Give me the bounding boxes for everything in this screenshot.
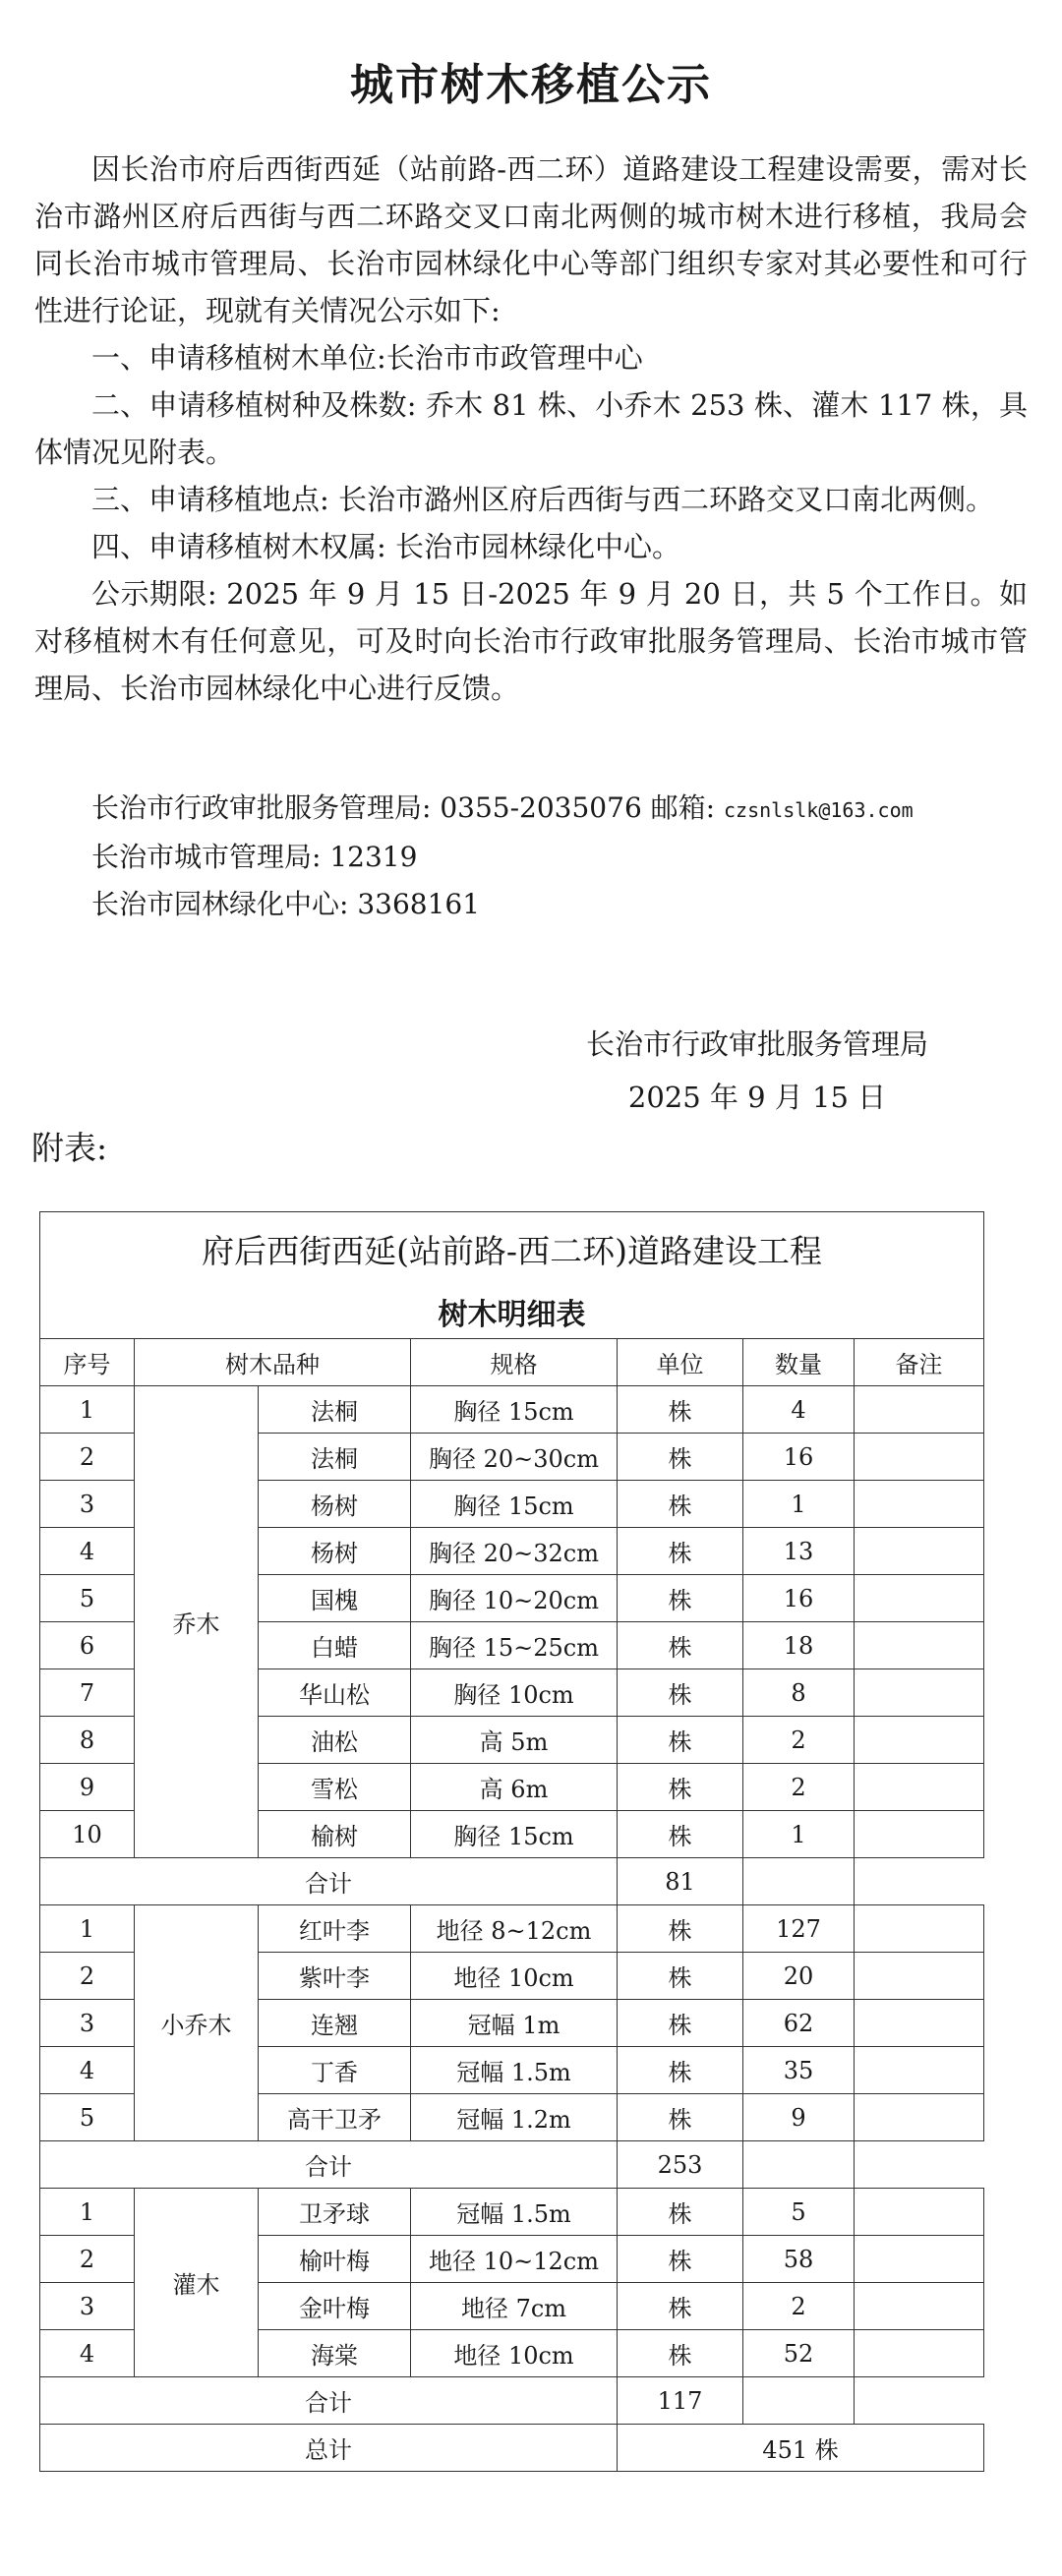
species-cell: 雪松 (259, 1764, 411, 1811)
species-cell: 榆树 (259, 1811, 411, 1858)
quantity-cell: 52 (743, 2330, 855, 2377)
header-index: 序号 (40, 1339, 135, 1386)
unit-cell: 株 (618, 2000, 743, 2047)
remark-cell (855, 1764, 984, 1811)
species-cell: 卫矛球 (259, 2189, 411, 2236)
quantity-cell: 9 (743, 2094, 855, 2141)
contact-landscaping-center: 长治市园林绿化中心: 3368161 (91, 888, 481, 920)
quantity-cell: 35 (743, 2047, 855, 2094)
remark-cell (855, 1528, 984, 1575)
remark-cell (855, 1386, 984, 1434)
remark-cell (855, 2189, 984, 2236)
species-cell: 紫叶李 (259, 1953, 411, 2000)
species-cell: 榆叶梅 (259, 2236, 411, 2283)
signature-org: 长治市行政审批服务管理局 (585, 1027, 928, 1061)
header-remark: 备注 (855, 1339, 984, 1386)
spec-cell: 地径 10~12cm (411, 2236, 618, 2283)
species-cell: 杨树 (259, 1481, 411, 1528)
index-cell: 9 (40, 1764, 135, 1811)
subtotal-value: 81 (618, 1858, 743, 1905)
unit-cell: 株 (618, 1811, 743, 1858)
contact-block (91, 785, 1035, 928)
spec-cell: 冠幅 1.5m (411, 2189, 618, 2236)
subtotal-label: 合计 (40, 2141, 618, 2189)
remark-cell (855, 1622, 984, 1669)
remark-cell (855, 1953, 984, 2000)
spec-cell: 冠幅 1.5m (411, 2047, 618, 2094)
subtotal-row (40, 2377, 984, 2425)
remark-cell (743, 2141, 855, 2189)
annex-label: 附表: (31, 1129, 108, 1167)
category-cell: 小乔木 (135, 1905, 259, 2141)
remark-cell (855, 2236, 984, 2283)
unit-cell: 株 (618, 2236, 743, 2283)
contact-approval-text: 长治市行政审批服务管理局: 0355-2035076 邮箱: (91, 791, 724, 824)
header-unit: 单位 (618, 1339, 743, 1386)
index-cell: 3 (40, 2000, 135, 2047)
unit-cell: 株 (618, 1434, 743, 1481)
subtotal-label: 合计 (40, 2377, 618, 2425)
signature-block (551, 1018, 964, 1124)
species-cell: 白蜡 (259, 1622, 411, 1669)
total-label: 总计 (40, 2425, 618, 2472)
index-cell: 1 (40, 1905, 135, 1953)
quantity-cell: 2 (743, 1764, 855, 1811)
spec-cell: 胸径 15cm (411, 1811, 618, 1858)
species-cell: 华山松 (259, 1669, 411, 1717)
contact-approval-bureau (91, 785, 1035, 834)
category-cell: 乔木 (135, 1386, 259, 1858)
remark-cell (855, 1811, 984, 1858)
remark-cell (855, 2047, 984, 2094)
contact-city-management: 长治市城市管理局: 12319 (91, 841, 418, 873)
unit-cell: 株 (618, 1764, 743, 1811)
index-cell: 4 (40, 2330, 135, 2377)
index-cell: 5 (40, 2094, 135, 2141)
species-cell: 法桐 (259, 1386, 411, 1434)
quantity-cell: 1 (743, 1481, 855, 1528)
index-cell: 10 (40, 1811, 135, 1858)
subtotal-row (40, 1858, 984, 1905)
subtotal-label: 合计 (40, 1858, 618, 1905)
species-item: 二、申请移植树种及株数: 乔木 81 株、小乔木 253 株、灌木 117 株，具体情况见附表。 (34, 388, 1028, 469)
header-spec: 规格 (411, 1339, 618, 1386)
remark-cell (743, 2377, 855, 2425)
index-cell: 4 (40, 2047, 135, 2094)
spec-cell: 冠幅 1.2m (411, 2094, 618, 2141)
index-cell: 2 (40, 2236, 135, 2283)
quantity-cell: 13 (743, 1528, 855, 1575)
quantity-cell: 5 (743, 2189, 855, 2236)
unit-cell: 株 (618, 2330, 743, 2377)
quantity-cell: 1 (743, 1811, 855, 1858)
spec-cell: 胸径 10~20cm (411, 1575, 618, 1622)
index-cell: 1 (40, 2189, 135, 2236)
spec-cell: 高 6m (411, 1764, 618, 1811)
unit-cell: 株 (618, 2189, 743, 2236)
table-row (40, 2189, 984, 2236)
index-cell: 3 (40, 2283, 135, 2330)
remark-cell (855, 2094, 984, 2141)
species-cell: 连翘 (259, 2000, 411, 2047)
spec-cell: 地径 8~12cm (411, 1905, 618, 1953)
intro-paragraph: 因长治市府后西街西延（站前路-西二环）道路建设工程建设需要，需对长治市潞州区府后西街与西二环路交叉口南北两侧的城市树木进行移植，我局会同长治市城市管理局、长治市园林绿化中心等部门组织专家对其必要性和可行性进行论证，现就有关情况公示如下: (34, 152, 1028, 327)
species-cell: 油松 (259, 1717, 411, 1764)
spec-cell: 胸径 20~30cm (411, 1434, 618, 1481)
spec-cell: 胸径 20~32cm (411, 1528, 618, 1575)
notice-period: 公示期限: 2025 年 9 月 15 日-2025 年 9 月 20 日，共 5 个工作日。如对移植树木有任何意见，可及时向长治市行政审批服务管理局、长治市城市管理局、长治市园林绿化中心进行反馈。 (34, 577, 1028, 705)
spec-cell: 地径 10cm (411, 2330, 618, 2377)
unit-cell: 株 (618, 1481, 743, 1528)
quantity-cell: 58 (743, 2236, 855, 2283)
quantity-cell: 18 (743, 1622, 855, 1669)
unit-cell: 株 (618, 1905, 743, 1953)
index-cell: 1 (40, 1386, 135, 1434)
email-link[interactable]: czsnlslk@163.com (724, 798, 914, 822)
table-row (40, 1386, 984, 1434)
table-header-row (40, 1339, 984, 1386)
quantity-cell: 4 (743, 1386, 855, 1434)
species-cell: 法桐 (259, 1434, 411, 1481)
remark-cell (855, 1669, 984, 1717)
header-quantity: 数量 (743, 1339, 855, 1386)
spec-cell: 胸径 15cm (411, 1386, 618, 1434)
remark-cell (855, 2330, 984, 2377)
remark-cell (855, 1717, 984, 1764)
unit-cell: 株 (618, 1953, 743, 2000)
quantity-cell: 16 (743, 1434, 855, 1481)
tree-detail-table (39, 1211, 984, 2472)
species-cell: 海棠 (259, 2330, 411, 2377)
unit-cell: 株 (618, 2283, 743, 2330)
spec-cell: 高 5m (411, 1717, 618, 1764)
index-cell: 2 (40, 1434, 135, 1481)
index-cell: 5 (40, 1575, 135, 1622)
spec-cell: 地径 7cm (411, 2283, 618, 2330)
header-species: 树木品种 (135, 1339, 411, 1386)
unit-cell: 株 (618, 1622, 743, 1669)
unit-cell: 株 (618, 1528, 743, 1575)
table-row (40, 1905, 984, 1953)
index-cell: 3 (40, 1481, 135, 1528)
table-caption-title: 树木明细表 (40, 1285, 984, 1339)
unit-cell: 株 (618, 1575, 743, 1622)
spec-cell: 胸径 15cm (411, 1481, 618, 1528)
unit-cell: 株 (618, 1386, 743, 1434)
ownership-item: 四、申请移植树木权属: 长治市园林绿化中心。 (91, 530, 680, 563)
remark-cell (855, 2000, 984, 2047)
index-cell: 6 (40, 1622, 135, 1669)
quantity-cell: 20 (743, 1953, 855, 2000)
species-cell: 红叶李 (259, 1905, 411, 1953)
species-cell: 杨树 (259, 1528, 411, 1575)
remark-cell (855, 1434, 984, 1481)
quantity-cell: 16 (743, 1575, 855, 1622)
quantity-cell: 2 (743, 1717, 855, 1764)
index-cell: 7 (40, 1669, 135, 1717)
quantity-cell: 127 (743, 1905, 855, 1953)
index-cell: 2 (40, 1953, 135, 2000)
species-cell: 金叶梅 (259, 2283, 411, 2330)
species-cell: 丁香 (259, 2047, 411, 2094)
unit-cell: 株 (618, 2047, 743, 2094)
signature-date: 2025 年 9 月 15 日 (627, 1081, 887, 1114)
quantity-cell: 8 (743, 1669, 855, 1717)
species-cell: 高干卫矛 (259, 2094, 411, 2141)
remark-cell (855, 1905, 984, 1953)
notice-body (34, 146, 1028, 712)
spec-cell: 冠幅 1m (411, 2000, 618, 2047)
unit-cell: 株 (618, 2094, 743, 2141)
remark-cell (743, 1858, 855, 1905)
total-value: 451 株 (618, 2425, 984, 2472)
quantity-cell: 2 (743, 2283, 855, 2330)
species-cell: 国槐 (259, 1575, 411, 1622)
subtotal-value: 117 (618, 2377, 743, 2425)
applicant-item: 一、申请移植树木单位:长治市市政管理中心 (91, 341, 643, 375)
spec-cell: 胸径 15~25cm (411, 1622, 618, 1669)
total-row (40, 2425, 984, 2472)
location-item: 三、申请移植地点: 长治市潞州区府后西街与西二环路交叉口南北两侧。 (91, 483, 994, 516)
table-caption-project: 府后西街西延(站前路-西二环)道路建设工程 (40, 1212, 984, 1286)
notice-title: 城市树木移植公示 (350, 60, 712, 110)
unit-cell: 株 (618, 1717, 743, 1764)
category-cell: 灌木 (135, 2189, 259, 2377)
unit-cell: 株 (618, 1669, 743, 1717)
spec-cell: 地径 10cm (411, 1953, 618, 2000)
spec-cell: 胸径 10cm (411, 1669, 618, 1717)
quantity-cell: 62 (743, 2000, 855, 2047)
index-cell: 4 (40, 1528, 135, 1575)
remark-cell (855, 1481, 984, 1528)
remark-cell (855, 1575, 984, 1622)
subtotal-row (40, 2141, 984, 2189)
subtotal-value: 253 (618, 2141, 743, 2189)
remark-cell (855, 2283, 984, 2330)
index-cell: 8 (40, 1717, 135, 1764)
